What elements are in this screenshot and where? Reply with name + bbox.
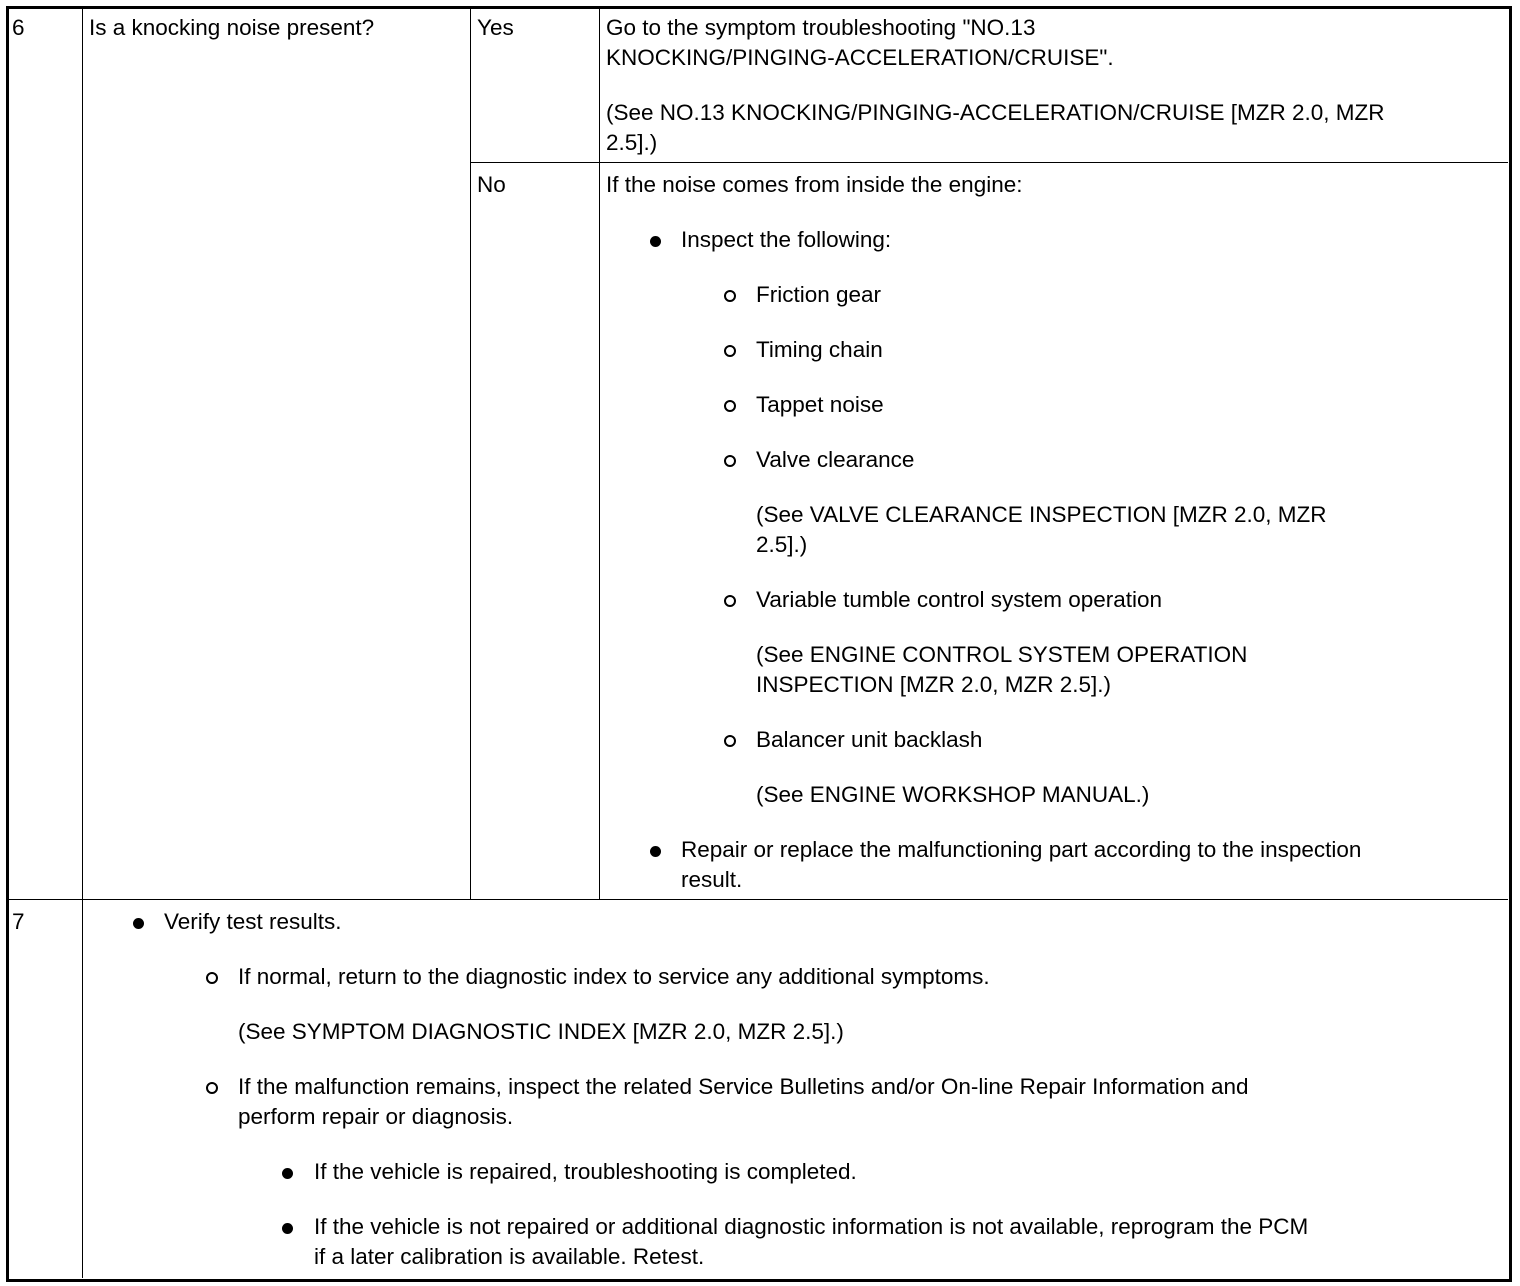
- malfunction-remains-line2: perform repair or diagnosis.: [238, 1104, 514, 1129]
- answer-no-label: No: [477, 172, 506, 197]
- tumble-reference-line1[interactable]: (See ENGINE CONTROL SYSTEM OPERATION: [756, 642, 1248, 667]
- circle-bullet-icon: [724, 455, 736, 467]
- verify-test-results: Verify test results.: [164, 909, 342, 934]
- inspect-following: Inspect the following:: [681, 227, 892, 252]
- malfunction-remains-line1: If the malfunction remains, inspect the related Service Bulletins and/or On-line Repair Information and: [238, 1074, 1249, 1099]
- circle-bullet-icon: [724, 595, 736, 607]
- item-friction-gear: Friction gear: [756, 282, 882, 307]
- item-tappet-noise: Tappet noise: [756, 392, 884, 417]
- if-normal: If normal, return to the diagnostic index to service any additional symptoms.: [238, 964, 990, 989]
- vehicle-not-repaired-line1: If the vehicle is not repaired or additional diagnostic information is not available, reprogram the PCM: [314, 1214, 1309, 1239]
- valve-clearance-reference-line2[interactable]: 2.5].): [756, 532, 808, 557]
- no-intro: If the noise comes from inside the engine:: [606, 172, 1023, 197]
- row-divider-yes-no: [470, 162, 1508, 163]
- yes-reference-line1[interactable]: (See NO.13 KNOCKING/PINGING-ACCELERATION/CRUISE [MZR 2.0, MZR: [606, 100, 1385, 125]
- circle-bullet-icon: [724, 290, 736, 302]
- item-variable-tumble: Variable tumble control system operation: [756, 587, 1163, 612]
- step-number-6: 6: [12, 15, 25, 40]
- bullet-icon: [282, 1168, 293, 1179]
- row-divider-step6-step7: [8, 899, 1508, 900]
- answer-yes-label: Yes: [477, 15, 514, 40]
- bullet-icon: [133, 918, 144, 929]
- step-number-7: 7: [12, 909, 25, 934]
- circle-bullet-icon: [206, 1082, 218, 1094]
- circle-bullet-icon: [206, 972, 218, 984]
- yes-action-line1: Go to the symptom troubleshooting "NO.13: [606, 15, 1036, 40]
- column-divider-question: [470, 8, 471, 900]
- item-balancer-backlash: Balancer unit backlash: [756, 727, 983, 752]
- step6-question: Is a knocking noise present?: [89, 15, 375, 40]
- circle-bullet-icon: [724, 735, 736, 747]
- repair-replace-line2: result.: [681, 867, 743, 892]
- circle-bullet-icon: [724, 400, 736, 412]
- yes-reference-line2[interactable]: 2.5].): [606, 130, 658, 155]
- bullet-icon: [650, 236, 661, 247]
- tumble-reference-line2[interactable]: INSPECTION [MZR 2.0, MZR 2.5].): [756, 672, 1112, 697]
- item-timing-chain: Timing chain: [756, 337, 883, 362]
- yes-action-line2: KNOCKING/PINGING-ACCELERATION/CRUISE".: [606, 45, 1114, 70]
- vehicle-repaired: If the vehicle is repaired, troubleshooting is completed.: [314, 1159, 857, 1184]
- column-divider-answer: [599, 8, 600, 900]
- item-valve-clearance: Valve clearance: [756, 447, 915, 472]
- valve-clearance-reference-line1[interactable]: (See VALVE CLEARANCE INSPECTION [MZR 2.0, MZR: [756, 502, 1327, 527]
- vehicle-not-repaired-line2: if a later calibration is available. Retest.: [314, 1244, 705, 1269]
- balancer-reference[interactable]: (See ENGINE WORKSHOP MANUAL.): [756, 782, 1150, 807]
- symptom-index-reference[interactable]: (See SYMPTOM DIAGNOSTIC INDEX [MZR 2.0, MZR 2.5].): [238, 1019, 844, 1044]
- column-divider-step: [82, 8, 83, 1278]
- bullet-icon: [650, 846, 661, 857]
- circle-bullet-icon: [724, 345, 736, 357]
- repair-replace-line1: Repair or replace the malfunctioning part according to the inspection: [681, 837, 1362, 862]
- bullet-icon: [282, 1223, 293, 1234]
